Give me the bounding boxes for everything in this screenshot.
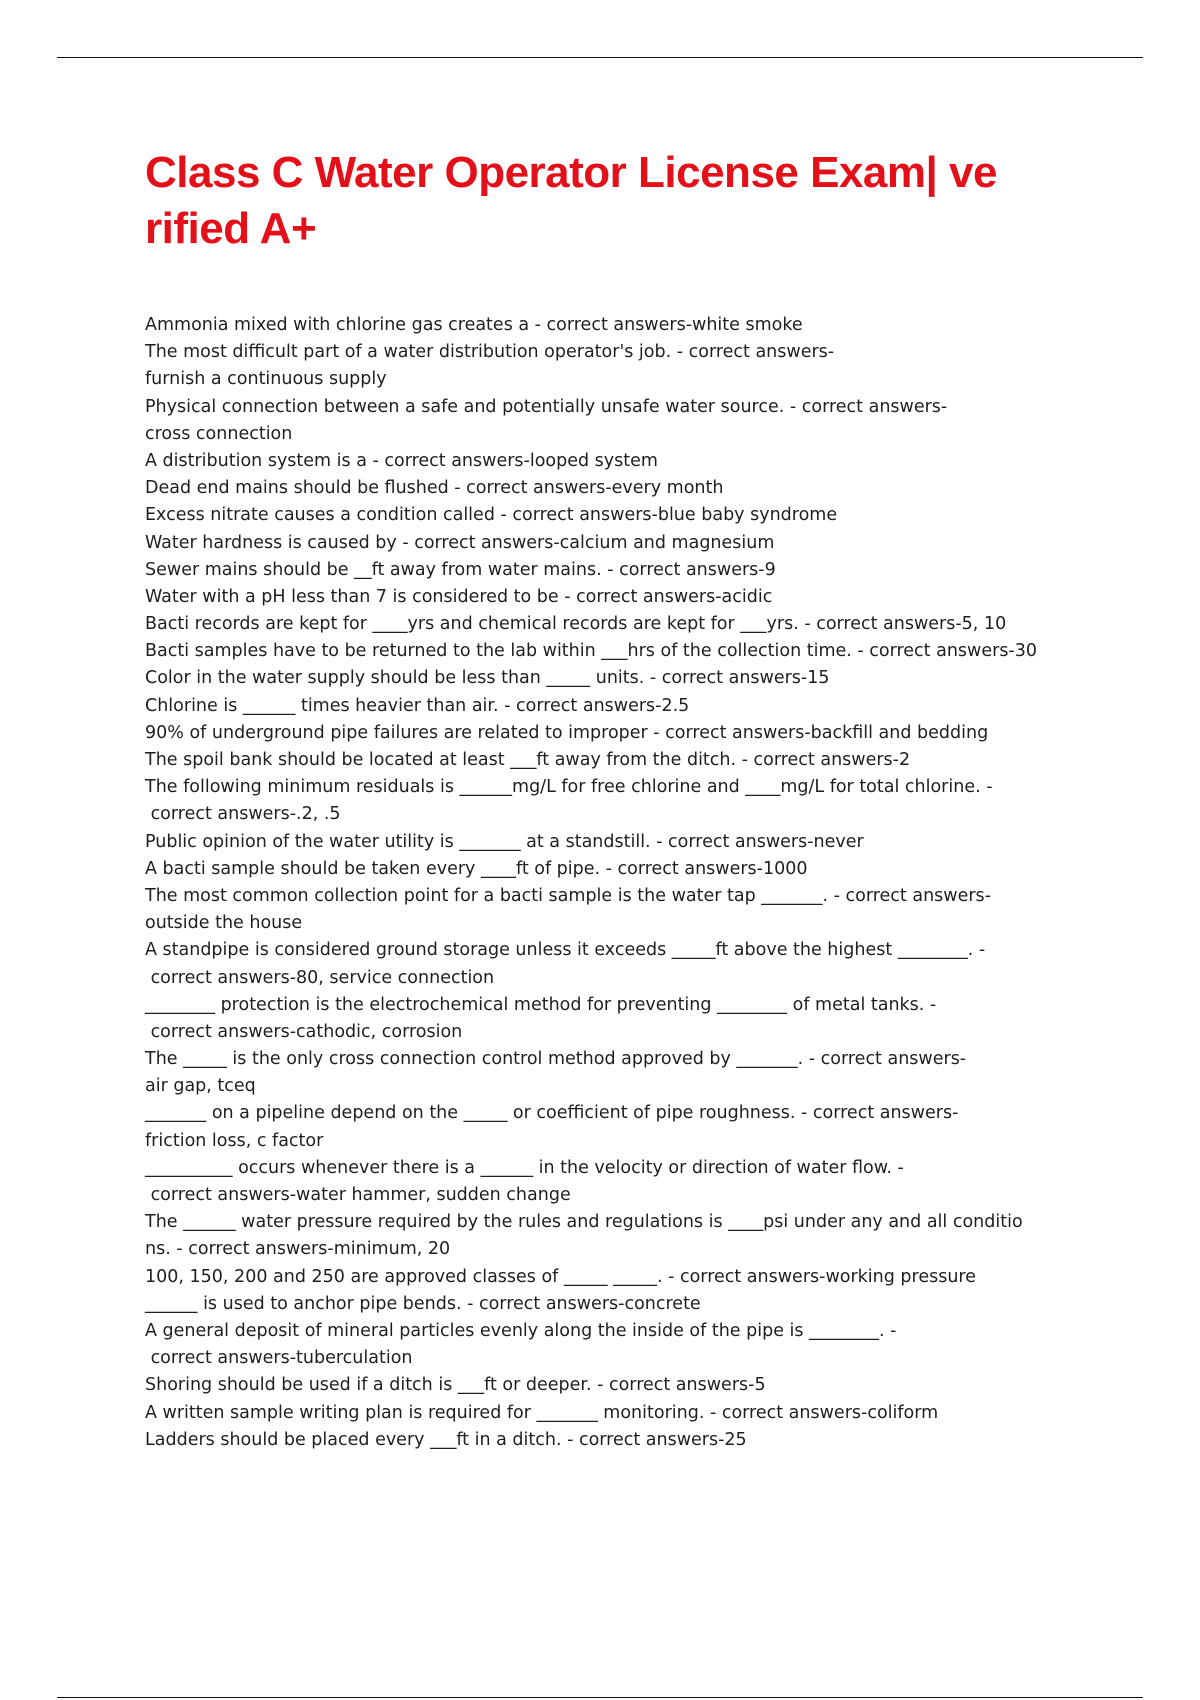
qa-line: outside the house xyxy=(145,913,303,934)
qa-line: Ladders should be placed every ___ft in a ditch. - correct answers-25 xyxy=(145,1429,747,1450)
qa-line: Physical connection between a safe and potentially unsafe water source. - correct answers- xyxy=(145,396,948,417)
qa-line: Bacti records are kept for ____yrs and chemical records are kept for ___yrs. - correct answers-5, 10 xyxy=(145,614,1007,635)
qa-line: A distribution system is a - correct answers-looped system xyxy=(145,450,658,471)
qa-line: __________ occurs whenever there is a ______ in the velocity or direction of water flow. - xyxy=(145,1157,904,1178)
qa-line: The most difficult part of a water distribution operator's job. - correct answers- xyxy=(145,342,835,363)
qa-line: Excess nitrate causes a condition called - correct answers-blue baby syndrome xyxy=(145,505,838,526)
qa-line: Dead end mains should be flushed - correct answers-every month xyxy=(145,478,724,499)
qa-line: The ______ water pressure required by the rules and regulations is ____psi under any and all conditio xyxy=(145,1212,1023,1233)
qa-line: correct answers-80, service connection xyxy=(145,967,495,988)
qa-line: air gap, tceq xyxy=(145,1076,256,1097)
qa-line: Water with a pH less than 7 is considered to be - correct answers-acidic xyxy=(145,586,773,607)
qa-line: ________ protection is the electrochemical method for preventing ________ of metal tanks. - xyxy=(145,994,937,1015)
qa-line: Ammonia mixed with chlorine gas creates a - correct answers-white smoke xyxy=(145,315,803,335)
qa-line: The spoil bank should be located at least ___ft away from the ditch. - correct answers-2 xyxy=(145,750,911,770)
title-line: rified A+ xyxy=(145,204,317,253)
qa-line: 100, 150, 200 and 250 are approved classes of _____ _____. - correct answers-working pressure xyxy=(145,1266,977,1287)
qa-line: correct answers-.2, .5 xyxy=(145,804,341,825)
qa-line: friction loss, c factor xyxy=(145,1130,324,1151)
qa-line: cross connection xyxy=(145,423,293,444)
qa-line: _______ on a pipeline depend on the _____ or coefficient of pipe roughness. - correct answers- xyxy=(145,1103,959,1124)
qa-line: Public opinion of the water utility is _______ at a standstill. - correct answers-never xyxy=(145,831,864,852)
qa-line: Bacti samples have to be returned to the lab within ___hrs of the collection time. - correct answers-30 xyxy=(145,641,1038,662)
qa-line: The most common collection point for a bacti sample is the water tap _______. - correct answers- xyxy=(145,885,991,906)
qa-line: furnish a continuous supply xyxy=(145,369,387,390)
qa-list xyxy=(145,312,1090,1454)
qa-line: A standpipe is considered ground storage unless it exceeds _____ft above the highest ________. - xyxy=(145,940,986,961)
qa-line: The _____ is the only cross connection control method approved by _______. - correct answers- xyxy=(145,1049,967,1070)
qa-line: A general deposit of mineral particles evenly along the inside of the pipe is ________. - xyxy=(145,1320,897,1341)
qa-line: A bacti sample should be taken every ____ft of pipe. - correct answers-1000 xyxy=(145,858,808,879)
qa-line: correct answers-tuberculation xyxy=(145,1348,413,1369)
qa-line: correct answers-water hammer, sudden change xyxy=(145,1185,571,1205)
qa-line: A written sample writing plan is required for _______ monitoring. - correct answers-coliform xyxy=(145,1402,939,1423)
qa-line: Water hardness is caused by - correct answers-calcium and magnesium xyxy=(145,532,775,553)
page-bottom-rule xyxy=(57,1697,1143,1698)
qa-line: Color in the water supply should be less than _____ units. - correct answers-15 xyxy=(145,668,830,689)
qa-line: 90% of underground pipe failures are related to improper - correct answers-backfill and bedding xyxy=(145,722,989,743)
page-title xyxy=(145,145,1085,257)
title-line: Class C Water Operator License Exam| ve xyxy=(145,148,997,197)
qa-line: ns. - correct answers-minimum, 20 xyxy=(145,1239,451,1260)
qa-line: Chlorine is ______ times heavier than air. - correct answers-2.5 xyxy=(145,695,690,716)
qa-line: Sewer mains should be __ft away from water mains. - correct answers-9 xyxy=(145,559,776,580)
qa-line: The following minimum residuals is ______mg/L for free chlorine and ____mg/L for total chlorine. - xyxy=(145,777,993,798)
qa-line: Shoring should be used if a ditch is ___ft or deeper. - correct answers-5 xyxy=(145,1375,766,1396)
page-top-rule xyxy=(57,57,1143,58)
qa-line: correct answers-cathodic, corrosion xyxy=(145,1021,463,1042)
qa-line: ______ is used to anchor pipe bends. - correct answers-concrete xyxy=(145,1293,701,1314)
